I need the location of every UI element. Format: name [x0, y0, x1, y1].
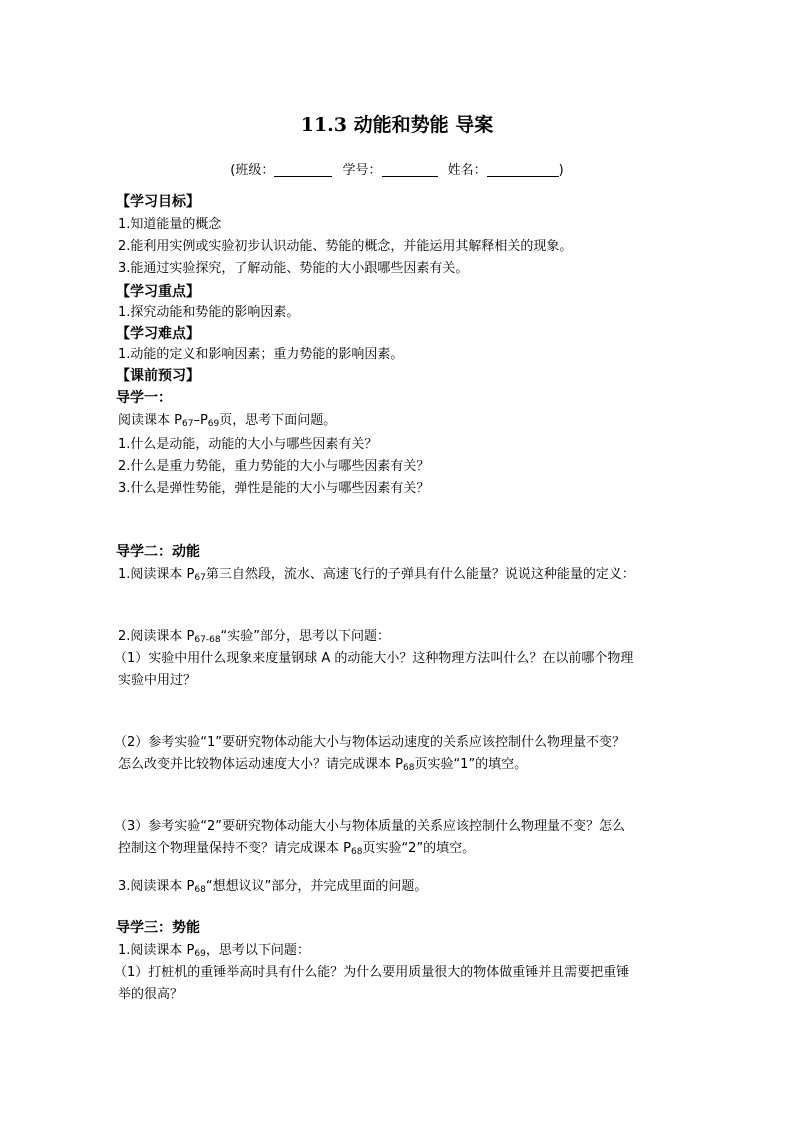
key-points-heading: 【学习重点】	[116, 284, 200, 300]
guide2-q2-2-sub: 68	[402, 763, 415, 773]
name-blank[interactable]	[487, 162, 559, 177]
guide2-q2-2-prefix: 怎么改变并比较物体运动速度大小？请完成课本 P	[118, 757, 403, 772]
guide2-q3-sub: 68	[194, 885, 206, 895]
guide3-q1-sub: 69	[194, 949, 206, 959]
guide1-read-prefix: 阅读课本 P	[118, 413, 182, 428]
guide2-q2-prefix: 2.阅读课本 P	[118, 629, 195, 644]
guide2-q2-1-line1: （1）实验中用什么现象来度量钢球 A 的动能大小？这种物理方法叫什么？在以前哪个物理	[114, 651, 634, 666]
guide2-q2-2-line2	[118, 756, 527, 777]
guide3-q1-suffix: ，思考以下问题：	[205, 943, 310, 958]
number-blank[interactable]	[382, 162, 438, 177]
guide2-heading: 导学二：动能	[116, 544, 200, 560]
guide2-q2-3-sub: 68	[350, 847, 363, 857]
guide2-q1-suffix: 第三自然段，流水、高速飞行的子弹具有什么能量？说说这种能量的定义：	[205, 567, 635, 582]
guide1-read-suffix: 页，思考下面问题。	[219, 413, 337, 428]
class-label: 班级：	[235, 163, 275, 178]
guide2-q2-1-line2: 实验中用过？	[118, 673, 197, 688]
objectives-heading: 【学习目标】	[116, 194, 200, 210]
guide3-heading: 导学三：势能	[116, 920, 200, 936]
objective-item: 3.能通过实验探究，了解动能、势能的大小跟哪些因素有关。	[118, 261, 469, 276]
guide2-q1-sub: 67	[194, 573, 206, 583]
guide2-q3-suffix: “想想议议”部分，并完成里面的问题。	[205, 879, 428, 894]
class-blank[interactable]	[274, 162, 332, 177]
guide1-read-sub2: 69	[207, 419, 220, 429]
guide2-q2-3-prefix: 控制这个物理量保持不变？请完成课本 P	[118, 841, 351, 856]
name-label: 姓名：	[447, 163, 487, 178]
guide2-q2-3-line2	[118, 840, 475, 861]
guide2-q2-3-suffix: 页实验“2”的填空。	[362, 841, 476, 856]
guide3-q1-1-line2: 举的很高？	[118, 987, 184, 1002]
guide1-read-mid: –P	[193, 413, 208, 428]
guide2-q1	[118, 566, 635, 587]
guide3-q1-prefix: 1.阅读课本 P	[118, 943, 195, 958]
difficulties-heading: 【学习难点】	[116, 326, 200, 342]
guide2-q2	[118, 628, 390, 649]
guide1-question: 2.什么是重力势能，重力势能的大小与哪些因素有关？	[118, 459, 430, 474]
guide2-q3-prefix: 3.阅读课本 P	[118, 879, 195, 894]
info-open-paren: (	[230, 163, 236, 178]
difficulty-item: 1.动能的定义和影响因素；重力势能的影响因素。	[118, 347, 404, 362]
guide1-heading: 导学一：	[116, 390, 172, 406]
guide2-q2-suffix: “实验”部分，思考以下问题：	[220, 629, 391, 644]
guide2-q2-sub: 67-68	[194, 635, 221, 645]
guide1-read-sub1: 67	[181, 419, 194, 429]
guide1-question: 1.什么是动能，动能的大小与哪些因素有关？	[118, 437, 378, 452]
guide2-q3	[118, 878, 427, 899]
student-info-line	[0, 162, 794, 180]
guide2-q2-2-suffix: 页实验“1”的填空。	[414, 757, 528, 772]
objective-item: 2.能利用实例或实验初步认识动能、势能的概念，并能运用其解释相关的现象。	[118, 239, 573, 254]
guide2-q2-2-line1: （2）参考实验“1”要研究物体动能大小与物体运动速度的关系应该控制什么物理量不变？	[114, 735, 626, 750]
objective-item: 1.知道能量的概念	[118, 217, 222, 232]
key-point-item: 1.探究动能和势能的影响因素。	[118, 305, 300, 320]
preview-heading: 【课前预习】	[116, 368, 200, 384]
guide2-q2-3-line1: （3）参考实验“2”要研究物体动能大小与物体质量的关系应该控制什么物理量不变？怎么	[114, 819, 626, 834]
info-close-paren: )	[558, 163, 564, 178]
guide3-q1	[118, 942, 310, 963]
guide2-q1-prefix: 1.阅读课本 P	[118, 567, 195, 582]
number-label: 学号：	[342, 163, 382, 178]
guide1-read-line	[118, 412, 336, 433]
guide1-question: 3.什么是弹性势能，弹性是能的大小与哪些因素有关？	[118, 481, 430, 496]
document-title: 11.3 动能和势能 导案	[300, 114, 494, 136]
guide3-q1-1-line1: （1）打桩机的重锤举高时具有什么能？为什么要用质量很大的物体做重锤并且需要把重锤	[114, 965, 630, 980]
